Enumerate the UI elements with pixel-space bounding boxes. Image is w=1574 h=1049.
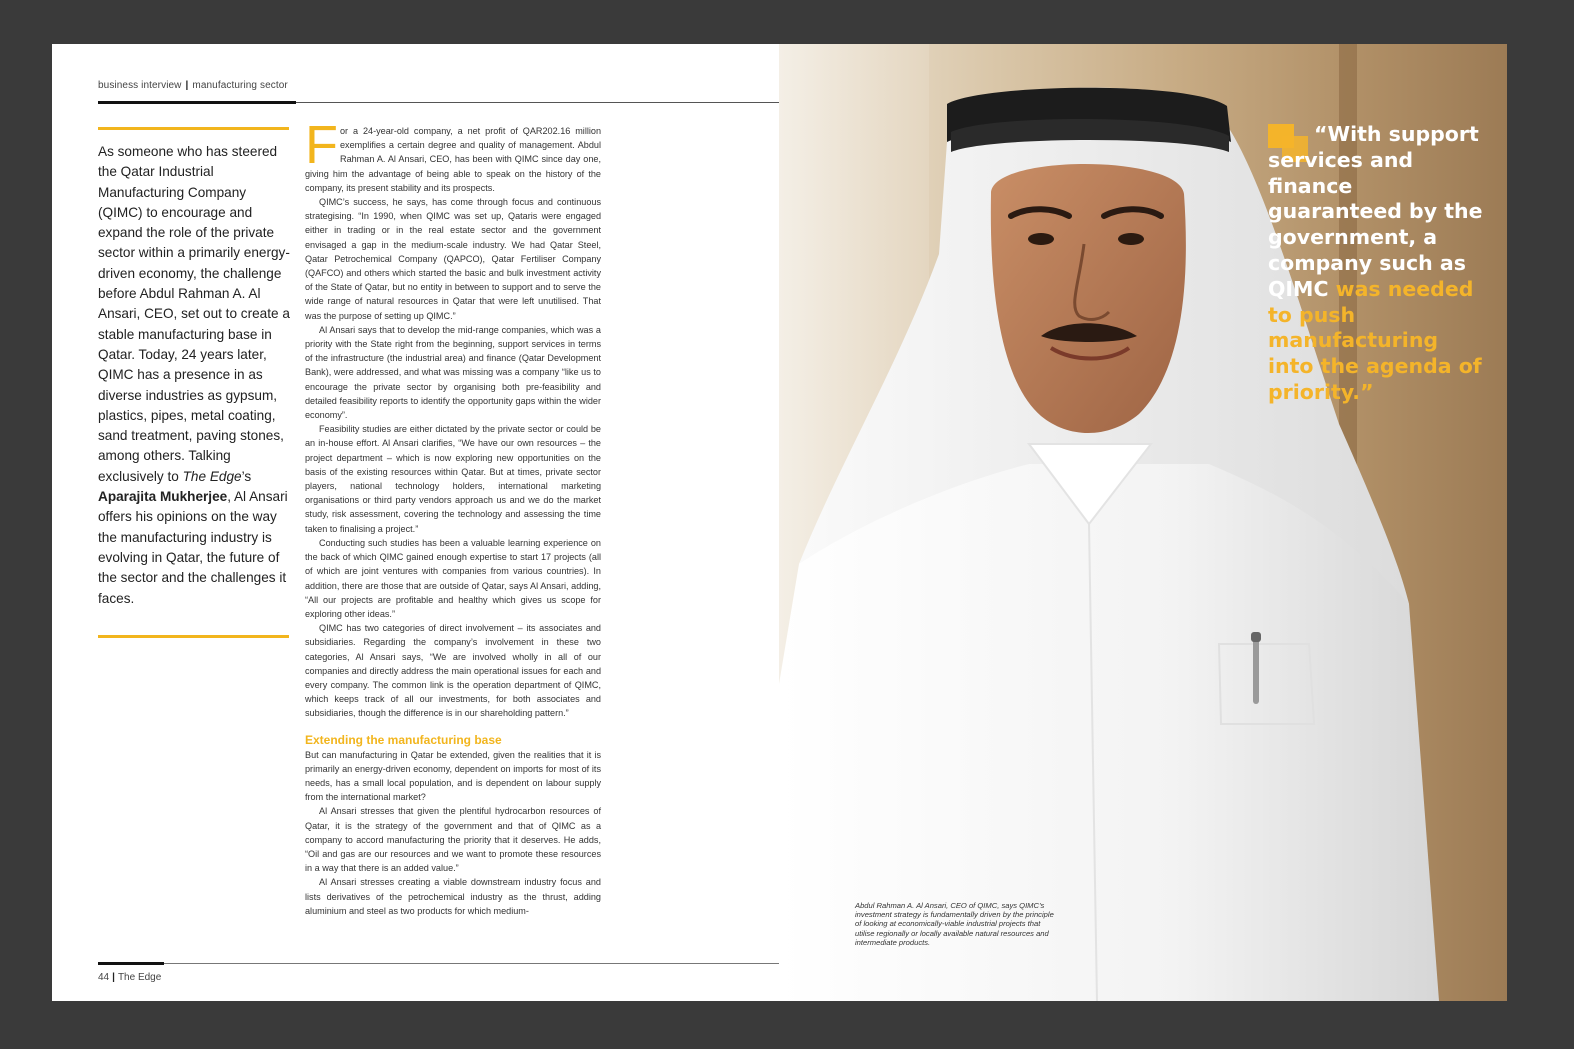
article-paragraph: QIMC’s success, he says, has come through focus and continuous strategising. “In 1990, when QIMC was set up, Qataris were engaged either in trading or in the real estate sector and the government envisaged a gap in the medium-scale industry. We had Qatar Steel, Qatar Petrochemical Company (QAPCO), Qatar Fertiliser Company (QAFCO) and others which started the basic and bulk investment activity of the State of Qatar, but no entity in between to support and to serve the wide range of natural resources in Qatar that were left unutilised. That was the purpose of setting up QIMC.”: [305, 197, 601, 321]
page-number: 44: [98, 972, 110, 983]
standfirst: [98, 142, 290, 609]
article-paragraph: Al Ansari stresses that given the plentiful hydrocarbon resources of Qatar, it is the strategy of the government and that of QIMC as a company to accord manufacturing the priority that it deserves. He adds, “Oil and gas are our resources and we want to promote these resources in a way that there is an added value.”: [305, 806, 601, 874]
standfirst-text-end: , Al Ansari offers his opinions on the way the manufacturing industry is evolving in Qatar, the future of the sector and the challenges it faces.: [98, 489, 288, 606]
footer-separator: |: [112, 972, 115, 983]
footer-rule: [98, 963, 779, 964]
pull-quote-highlight: was needed to push manufacturing into the agenda of priority.”: [1268, 276, 1482, 404]
article-paragraph: Feasibility studies are either dictated by the private sector or could be an in-house effort. Al Ansari clarifies, “We have our own resources – the project department – which is now exploring new opportunities on the basis of the existing resources within Qatar. But at times, private sector players, national technology holders, international marketing organisations or third party vendors approach us and we do the market study, risk assessment, covering the technology and assessing the time taken to finalising a project.”: [305, 424, 601, 534]
section-label: business interview: [98, 80, 182, 91]
standfirst-top-rule: [98, 127, 289, 130]
magazine-spread: [52, 44, 1507, 1001]
article-paragraph: Conducting such studies has been a valuable learning experience on the back of which QIMC gained enough expertise to start 17 projects (all of which are joint ventures with companies from various countries). In addition, there are those that are outside of Qatar, says Al Ansari, adding, “All our projects are profitable and healthy which gives us scope for exploring other ideas.”: [305, 537, 601, 619]
page-footer: [98, 972, 161, 983]
pull-quote: [1268, 122, 1488, 406]
footer-rule-accent: [98, 962, 164, 965]
article-body: [305, 115, 601, 918]
standfirst-possessive: ’s: [241, 468, 252, 484]
left-page: [52, 44, 779, 1001]
header-separator: |: [185, 80, 189, 91]
article-paragraph: [305, 115, 601, 195]
pull-quote-white: “With support services and finance guaranteed by the government, a company such as QIMC: [1268, 122, 1483, 301]
article-paragraph: But can manufacturing in Qatar be extended, given the realities that it is primarily an energy-driven economy, dependent on imports for most of its needs, has a small local population, and is dependent on labour supply from the international market?: [305, 749, 601, 803]
publication-name: The Edge: [117, 972, 162, 983]
photo-caption: Abdul Rahman A. Al Ansari, CEO of QIMC, says QIMC’s investment strategy is fundamentally driven by the principle of looking at economically-viable industrial projects that utilise regionally or locally available natural resources and intermediate products.: [855, 901, 1054, 947]
article-paragraph: QIMC has two categories of direct involvement – its associates and subsidiaries. Regarding the company’s involvement in these two categories, Al Ansari says, “We are involved wholly in all of our companies and directly address the main operational issues for each and every company. The common link is the operation department of QIMC, which keeps track of all our investments, for both associates and subsidiaries, though the difference is in our shareholding pattern.”: [305, 623, 601, 719]
section-header: [98, 80, 288, 91]
paragraph-text: or a 24-year-old company, a net profit of QAR202.16 million exemplifies a certain degree and quality of management. Abdul Rahman A. Al Ansari, CEO, has been with QIMC since day one, giving him the advantage of being able to speak on the history of the company, its present stability and its prospects.: [305, 126, 601, 193]
right-page: [779, 44, 1507, 1001]
publication-italic: The Edge: [182, 468, 242, 484]
article-paragraph: Al Ansari says that to develop the mid-range companies, which was a priority with the State right from the beginning, support services in terms of the infrastructure (the industrial area) and finance (Qatar Development Bank), were addressed, and what was missing was a company “like us to encourage the private sector by organising both pre-feasibility and detailed feasibility reports to identify the opportunity gaps within the wider economy”.: [305, 324, 601, 421]
standfirst-bottom-rule: [98, 635, 289, 638]
standfirst-text: As someone who has steered the Qatar Industrial Manufacturing Company (QIMC) to encourage and expand the role of the private sector within a primarily energy-driven economy, the challenge before Abdul Rahman A. Al Ansari, CEO, set out to create a stable manufacturing base in Qatar. Today, 24 years later, QIMC has a presence in as diverse industries as gypsum, plastics, pipes, metal coating, sand treatment, paving stones, among others. Talking exclusively to: [98, 144, 290, 484]
subheading: Extending the manufacturing base: [305, 732, 502, 747]
article-paragraph: Al Ansari stresses creating a viable downstream industry focus and lists derivatives of the petrochemical industry as the thrust, adding aluminium and steel as two products for which medium-: [305, 877, 601, 916]
header-rule-accent: [98, 101, 296, 104]
subsection-label: manufacturing sector: [192, 80, 288, 91]
drop-cap: F: [305, 115, 338, 175]
interviewer-name: Aparajita Mukherjee: [98, 489, 228, 505]
